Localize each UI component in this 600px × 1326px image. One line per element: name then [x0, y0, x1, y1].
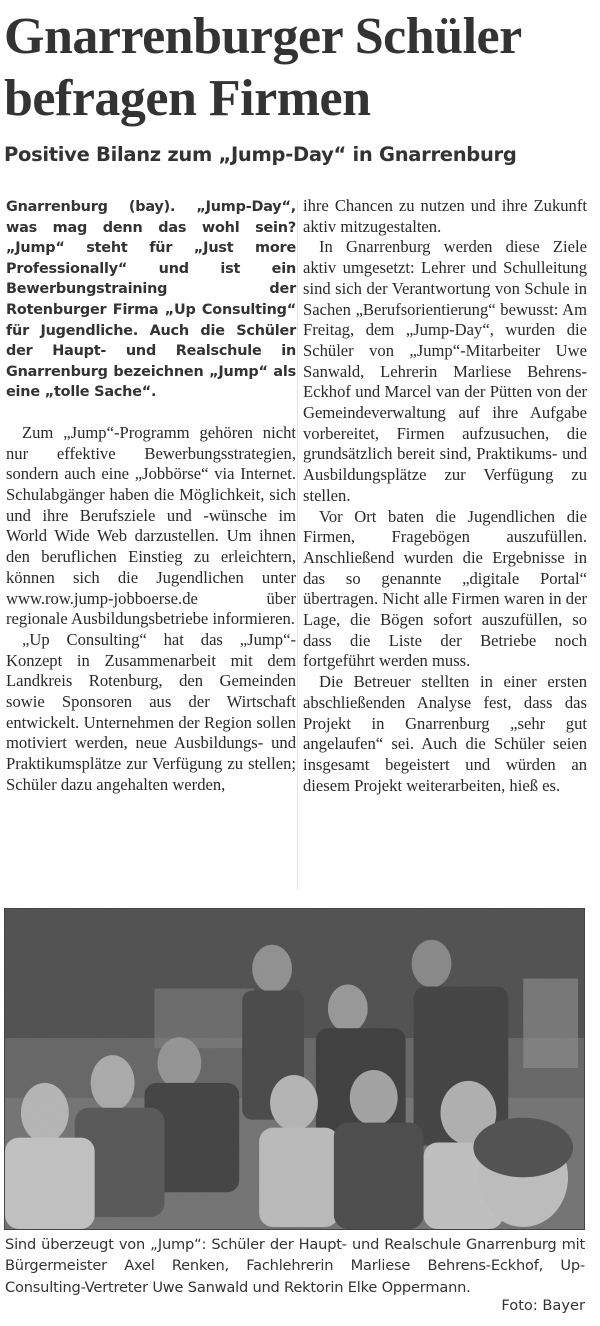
subheadline: Positive Bilanz zum „Jump-Day“ in Gnarrenburg — [4, 143, 517, 166]
headline-line-1: Gnarrenburger Schüler — [4, 8, 522, 65]
body-paragraph: Die Betreuer stellten in einer ersten abschließenden Analyse fest, dass das Projekt in Gnarrenburg „sehr gut angelaufen“ sei. Auch die Schüler seien insgesamt begeistert und würden an diesem Projekt weiterarbeiten, hieß es. — [303, 672, 587, 795]
column-divider — [297, 200, 298, 890]
lead-paragraph: Gnarrenburg (bay). „Jump-Day“, was mag denn das wohl sein? „Jump“ steht für „Just more Professionally“ und ist ein Bewerbungstraining der Rotenburger Firma „Up Consulting“ für Jugendliche. Auch die Schüler der Haupt- und Realschule in Gnarrenburg bezeichnen „Jump“ als eine „tolle Sache“. — [6, 199, 296, 401]
group-photo — [4, 908, 585, 1230]
body-paragraph: Vor Ort baten die Jugendlichen die Firmen, Fragebögen auszufüllen. Anschließend wurden die Ergebnisse in das so genannte „digitale Portal“ übertragen. Nicht alle Firmen waren in der Lage, die Bögen sofort auszufüllen, so dass die Liste der Betriebe noch fortgeführt werden muss. — [303, 506, 587, 671]
article-column-right — [303, 196, 587, 796]
photo-caption: Sind überzeugt von „Jump“: Schüler der Haupt- und Realschule Gnarrenburg mit Bürgermeister Axel Renken, Fachlehrerin Marliese Behrens-Eckhof, Up-Consulting-Vertreter Uwe Sanwald und Rektorin Elke Oppermann. — [5, 1236, 585, 1296]
body-paragraph: Zum „Jump“-Programm gehören nicht nur effektive Bewerbungsstrategien, sondern auch eine „Jobbörse“ via Internet. Schulabgänger haben die Möglichkeit, sich und ihre Berufsziele und -wünsche im World Wide Web darzustellen. Um ihnen den beruflichen Einstieg zu erleichtern, können sich die Jugendlichen unter www.row.jump-jobboerse.de über regionale Ausbildungsbetriebe informieren. — [6, 422, 296, 629]
headline — [4, 6, 596, 130]
article-column-left — [6, 197, 296, 796]
body-paragraph: „Up Consulting“ hat das „Jump“-Konzept in Zusammenarbeit mit dem Landkreis Rotenburg, den Gemeinden sowie Sponsoren aus der Wirtschaft entwickelt. Unternehmen der Region sollen motiviert werden, neue Ausbildungs- und Praktikumsplätze zur Verfügung zu stellen; Schüler dazu angehalten werden, — [6, 629, 296, 794]
photo-credit: Foto: Bayer — [501, 1297, 585, 1314]
body-paragraph: ihre Chancen zu nutzen und ihre Zukunft aktiv mitzugestalten. — [303, 196, 587, 236]
body-paragraph: In Gnarrenburg werden diese Ziele aktiv umgesetzt: Lehrer und Schulleitung sind sich der Verantwortung von Schule in Sachen „Berufsorientierung“ bewusst: Am Freitag, dem „Jump-Day“, wurden die Schüler von „Jump“-Mitarbeiter Uwe Sanwald, Lehrerin Marliese Behrens-Eckhof und Marcel van der Pütten von der Gemeindeverwaltung auf ihre Aufgabe vorbereitet, Firmen aufzusuchen, die grundsätzlich bereit sind, Praktikums- und Ausbildungsplätze zur Verfügung zu stellen. — [303, 237, 587, 505]
photo-illustration — [5, 909, 584, 1229]
headline-line-2: befragen Firmen — [4, 70, 371, 127]
